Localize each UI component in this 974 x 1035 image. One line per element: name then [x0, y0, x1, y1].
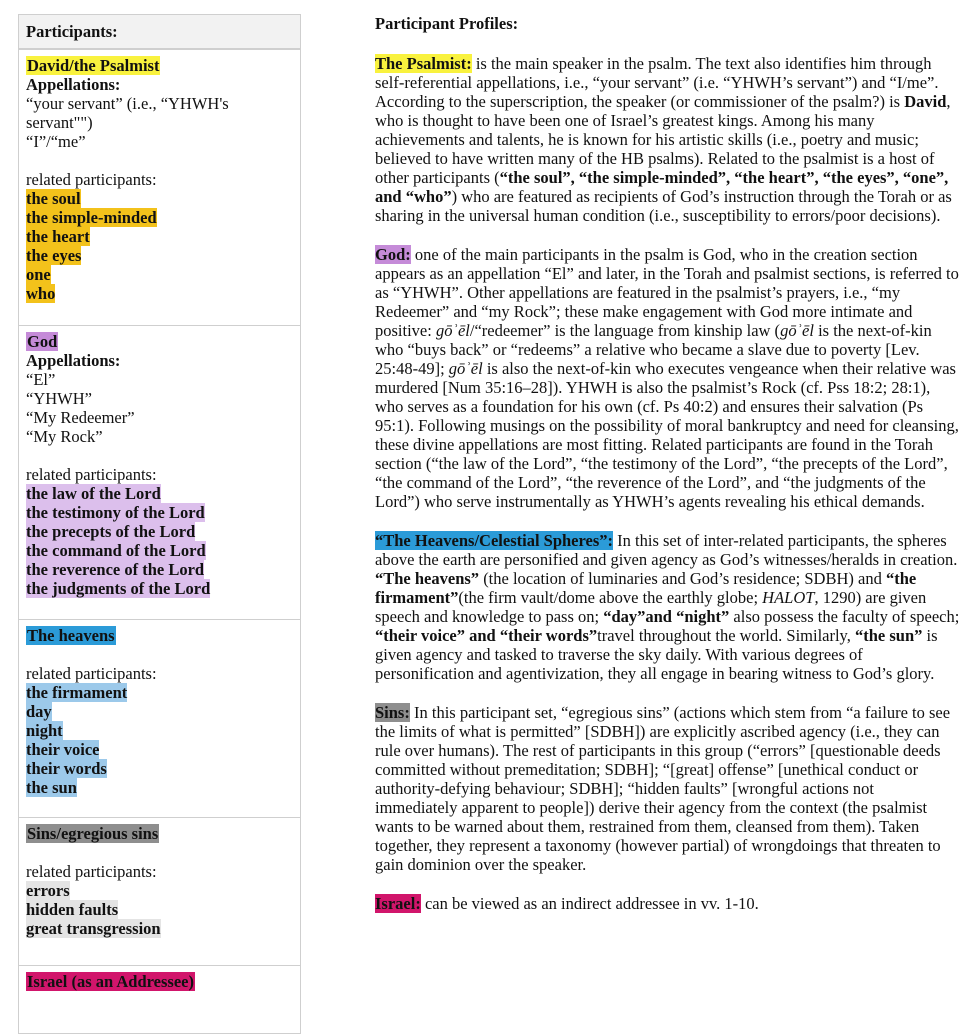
god-title: God — [27, 332, 58, 351]
god-related-item: the testimony of the Lord — [26, 503, 205, 522]
participants-table — [18, 14, 301, 1034]
god-text: is the next-of-kin who “buys back” or “redeems” a relative who became a slave due to poverty [Lev. 25:48-49]; — [375, 321, 932, 378]
heavens-bold-term: “The heavens” — [375, 569, 480, 588]
heavens-text: travel throughout the world. Similarly, — [597, 626, 855, 645]
heavens-related-item: their voice — [26, 740, 100, 759]
david-related-item: the heart — [26, 227, 90, 246]
heavens-bold-term: “the firmament” — [375, 569, 917, 607]
god-related-item: the precepts of the Lord — [26, 522, 196, 541]
israel-text: can be viewed as an indirect addressee in vv. 1-10. — [420, 894, 759, 913]
david-appellation: “I”/“me” — [26, 132, 86, 151]
profiles-column — [375, 14, 960, 933]
israel-title: Israel (as an Addressee) — [27, 972, 194, 991]
heavens-tag: “The Heavens/Celestial Spheres”: — [375, 531, 614, 550]
god-text: one of the main participants in the psalm is God, who in the creation section appears as an appellation “El” and later, in the Torah and psalmist sections, is referred to as “YHWH”. Other appellations are featured in the psalmist’s prayers, i.e., “my Redeemer” and “my Rock”; these make engagement with God more intimate and positive: — [375, 245, 959, 340]
heavens-related-item: night — [26, 721, 63, 740]
god-italic-term: gōʾēl — [435, 321, 470, 340]
profiles-title: Participant Profiles: — [375, 14, 519, 33]
psalmist-bold-related: “the soul”, “the simple-minded”, “the heart”, “the eyes”, “one”, and “who” — [375, 168, 949, 206]
heavens-related-item: the firmament — [26, 683, 128, 702]
god-appellation: “El” — [26, 370, 56, 389]
david-related-item: the soul — [26, 189, 81, 208]
david-related-item: the eyes — [26, 246, 82, 265]
sins-cell — [19, 817, 300, 965]
god-related-item: the law of the Lord — [26, 484, 161, 503]
god-related-item: the reverence of the Lord — [26, 560, 205, 579]
god-appellation: “My Rock” — [26, 427, 103, 446]
heavens-related-item: their words — [26, 759, 107, 778]
heavens-text: is given agency and tasked to traverse the sky daily. With various degrees of personification and agentivization, they all engage in bearing witness to God’s glory. — [375, 626, 938, 683]
sins-tag: Sins: — [375, 703, 410, 722]
heavens-bold-term: “day”and “night” — [603, 607, 730, 626]
sins-text: In this participant set, “egregious sins” (actions which stem from “a failure to see the limits of what is permitted” [SDBH]) are explicitly ascribed agency (i.e., they can rule over humans). The rest of participants in this group (“errors” [questionable deeds committed without premeditation; SDBH]; “[great] offense” [unethical conduct or authority-defying behaviour; SDBH]; “hidden faults” [wrongful actions not immediately apparent to people]) derive their agency from the context (the psalmist wants to be warned about them, restrained from them, cleansed from them). Taken together, they represent a taxonomy (however partial) of wrongdoings that threaten to gain dominion over the speaker. — [375, 703, 951, 874]
god-related-label: related participants: — [26, 465, 157, 484]
israel-cell — [19, 965, 300, 1035]
heavens-related-label: related participants: — [26, 664, 157, 683]
david-related-label: related participants: — [26, 170, 157, 189]
israel-profile — [375, 894, 960, 913]
sins-profile — [375, 703, 960, 874]
god-tag: God: — [375, 245, 411, 264]
david-appellation: “your servant” (i.e., “YHWH's — [26, 94, 229, 113]
david-related-item: one — [26, 265, 51, 284]
participants-header: Participants: — [19, 15, 300, 49]
heavens-italic-term: HALOT — [762, 588, 815, 607]
psalmist-tag: The Psalmist: — [375, 54, 472, 73]
god-appellations-label: Appellations: — [26, 351, 121, 370]
heavens-text: (the location of luminaries and God’s residence; SDBH) and — [479, 569, 886, 588]
god-italic-term: gōʾēl — [448, 359, 483, 378]
david-appellation: servant"") — [26, 113, 93, 132]
heavens-profile — [375, 531, 960, 683]
god-text: is also the next-of-kin who executes vengeance when their relative was murdered [Num 35:16–28]). YHWH is also the psalmist’s Rock (cf. Pss 18:2; 28:1), who serves as a foundation for his own (cf. Ps 40:2) and ensures their salvation (Ps 95:1). Following musings on the possibility of moral bankruptcy and need for cleansing, these divine appellations are most fitting. Related participants are found in the Torah section (“the law of the Lord”, “the testimony of the Lord”, “the precepts of the Lord”, “the command of the Lord”, “the reverence of the Lord”, and “the judgments of the Lord”) who serve instrumentally as YHWH’s agents revealing his ethical demands. — [375, 359, 959, 511]
sins-related-label: related participants: — [26, 862, 157, 881]
heavens-cell — [19, 619, 300, 817]
david-appellations-label: Appellations: — [26, 75, 121, 94]
god-italic-term: gōʾēl — [780, 321, 814, 340]
israel-tag: Israel: — [375, 894, 421, 913]
heavens-related-item: the sun — [26, 778, 77, 797]
sins-related-item: hidden faults — [26, 900, 119, 919]
god-profile — [375, 245, 960, 511]
psalmist-text: ) who are featured as recipients of God’s instruction through the Torah or as sharing in the universal human condition (i.e., susceptibility to errors/poor decisions). — [375, 187, 952, 225]
david-cell — [19, 49, 300, 325]
david-title: David/the Psalmist — [27, 56, 160, 75]
psalmist-text: is the main speaker in the psalm. The text also identifies him through self-referential appellations, i.e., “your servant” (i.e. “YHWH’s servant”) and “I/me”. According to the superscription, the speaker (or commissioner of the psalm?) is — [375, 54, 939, 111]
heavens-text: , 1290) are given speech and knowledge to pass on; — [375, 588, 927, 626]
god-related-item: the judgments of the Lord — [26, 579, 211, 598]
god-text: /“redeemer” is the language from kinship law ( — [469, 321, 781, 340]
god-related-item: the command of the Lord — [26, 541, 206, 560]
sins-title: Sins/egregious sins — [27, 824, 159, 843]
heavens-text: In this set of inter-related participants, the spheres above the earth are personified and given agency as God’s witnesses/heralds in creation. — [375, 531, 958, 569]
heavens-bold-term: “their voice” and “their words” — [375, 626, 598, 645]
sins-related-item: errors — [26, 881, 70, 900]
god-appellation: “My Redeemer” — [26, 408, 135, 427]
psalmist-text: , who is thought to have been one of Israel’s greatest kings. Among his many achievements and talents, he is known for his artistic skills (i.e., poetry and music; believed to have written many of the HB psalms). Related to the psalmist is a host of other participants ( — [375, 92, 951, 187]
heavens-related-item: day — [26, 702, 52, 721]
god-appellation: “YHWH” — [26, 389, 92, 408]
heavens-bold-term: “the sun” — [855, 626, 923, 645]
god-cell — [19, 325, 300, 619]
psalmist-bold-david: David — [904, 92, 947, 111]
heavens-text: also possess the faculty of speech; — [729, 607, 960, 626]
david-related-item: the simple-minded — [26, 208, 157, 227]
sins-related-item: great transgression — [26, 919, 161, 938]
heavens-text: (the firm vault/dome above the earthly globe; — [458, 588, 763, 607]
heavens-title: The heavens — [27, 626, 115, 645]
psalmist-profile — [375, 54, 960, 225]
david-related-item: who — [26, 284, 56, 303]
